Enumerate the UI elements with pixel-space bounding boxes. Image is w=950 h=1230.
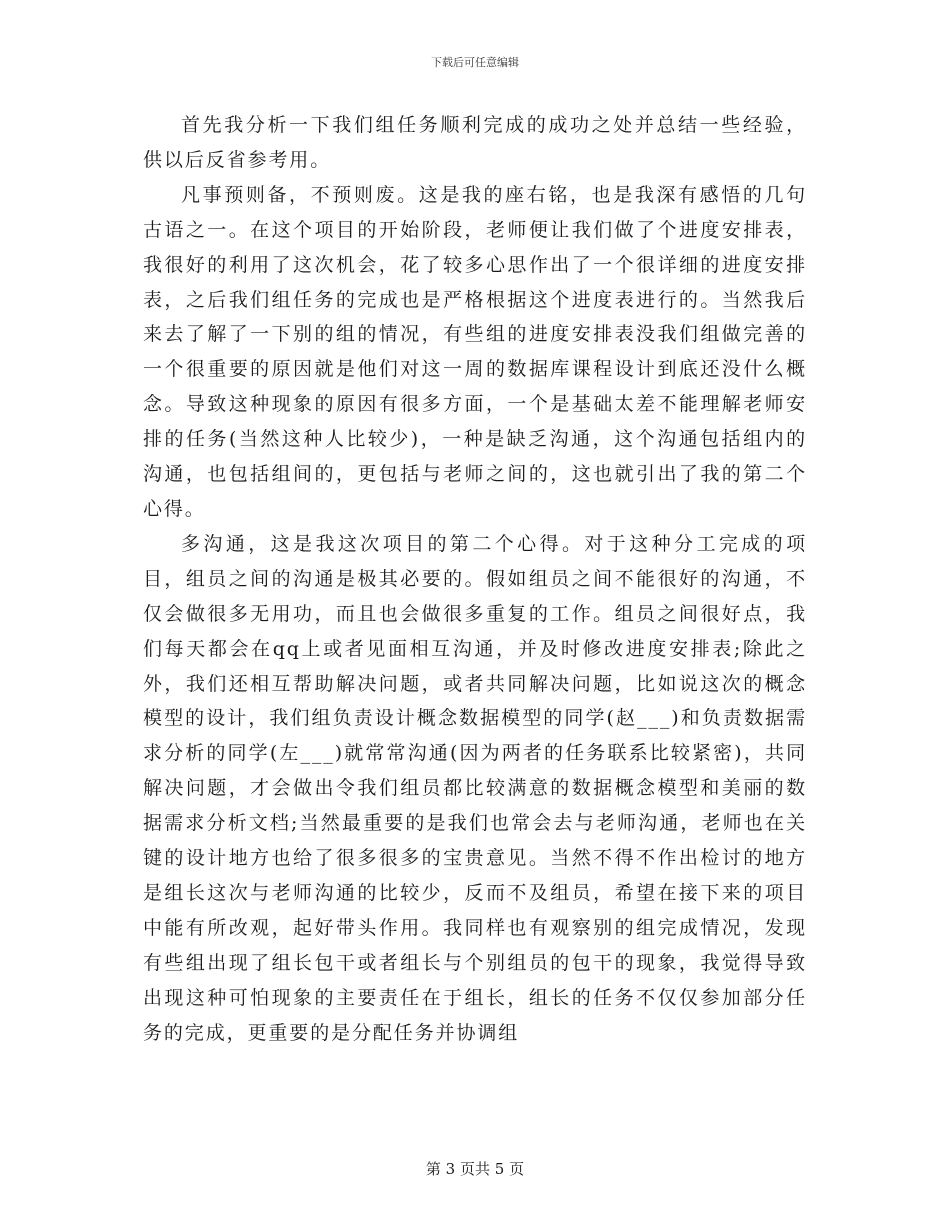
paragraph: 多沟通，这是我这次项目的第二个心得。对于这种分工完成的项目，组员之间的沟通是极其必要的。假如组员之间不能很好的沟通，不仅会做很多无用功，而且也会做很多重复的工作。组员之间很好点，我们每天都会在qq上或者见面相互沟通，并及时修改进度安排表;除此之外，我们还相互帮助解决问题，或者共同解决问题，比如说这次的概念模型的设计，我们组负责设计概念数据模型的同学(赵___)和负责数据需求分析的同学(左___)就常常沟通(因为两者的任务联系比较紧密)，共同解决问题，才会做出令我们组员都比较满意的数据概念模型和美丽的数据需求分析文档;当然最重要的是我们也常会去与老师沟通，老师也在关键的设计地方也给了很多很多的宝贵意见。当然不得不作出检讨的地方是组长这次与老师沟通的比较少，反而不及组员，希望在接下来的项目中能有所改观，起好带头作用。我同样也有观察别的组完成情况，发现有些组出现了组长包干或者组长与个别组员的包干的现象，我觉得导致出现这种可怕现象的主要责任在于组长，组长的任务不仅仅参加部分任务的完成，更重要的是分配任务并协调组 (143, 532, 807, 1044)
page-header: 下载后可任意编辑 (431, 56, 519, 69)
paragraph: 首先我分析一下我们组任务顺利完成的成功之处并总结一些经验，供以后反省参考用。 (143, 114, 807, 171)
paragraph: 凡事预则备，不预则废。这是我的座右铭，也是我深有感悟的几句古语之一。在这个项目的开始阶段，老师便让我们做了个进度安排表，我很好的利用了这次机会，花了较多心思作出了一个很详细的进度安排表，之后我们组任务的完成也是严格根据这个进度表进行的。当然我后来去了解了一下别的组的情况，有些组的进度安排表没我们组做完善的一个很重要的原因就是他们对这一周的数据库课程设计到底还没什么概念。导致这种现象的原因有很多方面，一个是基础太差不能理解老师安排的任务(当然这种人比较少)，一种是缺乏沟通，这个沟通包括组内的沟通，也包括组间的，更包括与老师之间的，这也就引出了我的第二个心得。 (143, 183, 807, 520)
document-body (143, 108, 807, 1050)
page-footer: 第 3 页共 5 页 (425, 1160, 525, 1178)
